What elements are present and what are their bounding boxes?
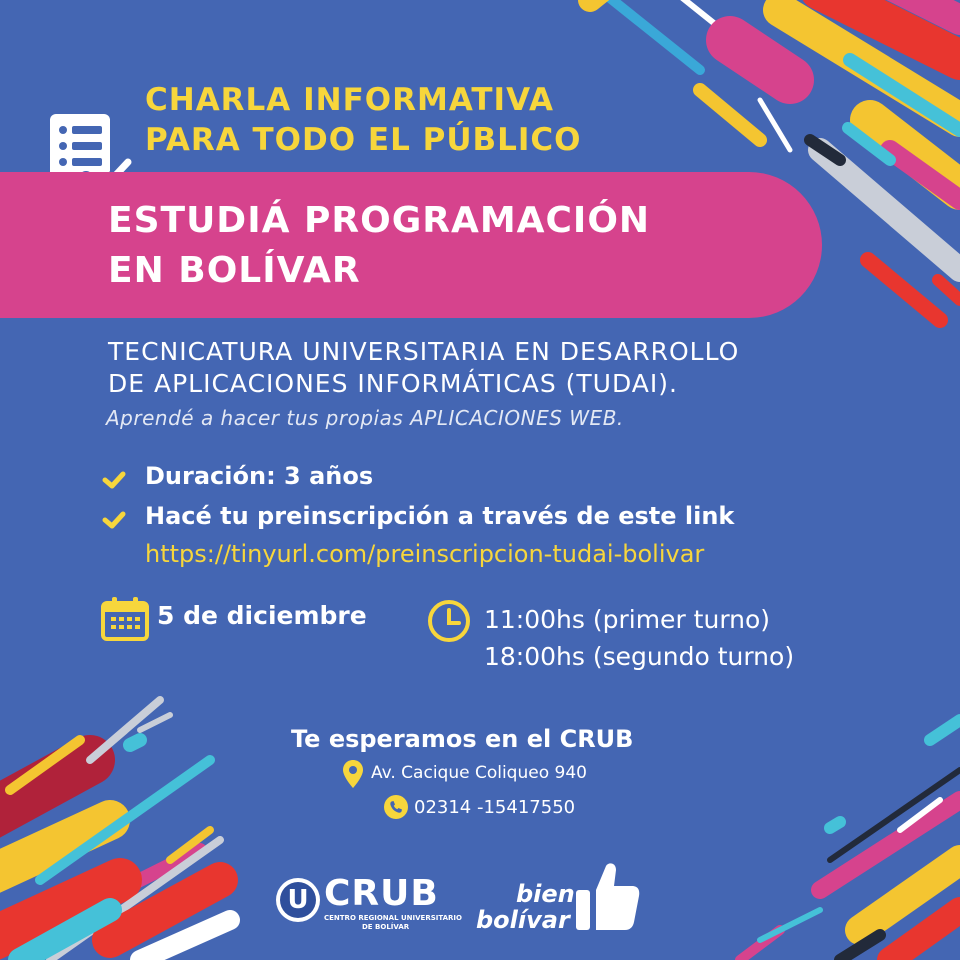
main-title xyxy=(108,196,650,296)
time-second-shift: 18:00hs (segundo turno) xyxy=(484,642,795,671)
event-times xyxy=(484,601,794,675)
preinscription-item: Hacé tu preinscripción a través de este link xyxy=(145,502,735,530)
crub-logo-letter: U xyxy=(280,882,316,918)
main-title-line-1: ESTUDIÁ PROGRAMACIÓN xyxy=(108,200,651,241)
contact-phone: 02314 -15417550 xyxy=(414,797,576,818)
thumbs-up-icon xyxy=(572,860,642,932)
bien-logo-line-1: bien xyxy=(516,880,575,908)
heading-line-1: CHARLA INFORMATIVA xyxy=(145,82,554,118)
program-line-1: TECNICATURA UNIVERSITARIA EN DESARROLLO xyxy=(108,337,740,366)
phone-icon xyxy=(383,794,409,820)
crub-logo-name: CRUB xyxy=(324,873,439,914)
crub-logo xyxy=(272,872,462,936)
bien-logo-line-2: bolívar xyxy=(476,906,570,934)
duration-item: Duración: 3 años xyxy=(145,462,374,490)
heading-line-2: PARA TODO EL PÚBLICO xyxy=(145,122,582,158)
venue-address: Av. Cacique Coliqueo 940 xyxy=(371,763,587,783)
check-icon xyxy=(102,510,126,530)
bien-bolivar-logo xyxy=(472,858,652,938)
calendar-icon xyxy=(100,596,150,642)
venue-heading: Te esperamos en el CRUB xyxy=(291,725,634,753)
program-name xyxy=(108,336,739,400)
main-title-line-2: EN BOLÍVAR xyxy=(108,250,361,291)
event-date: 5 de diciembre xyxy=(157,601,367,630)
event-heading xyxy=(145,80,582,160)
crub-logo-subtitle: CENTRO REGIONAL UNIVERSITARIO xyxy=(324,914,462,922)
clock-icon xyxy=(426,598,472,644)
tagline: Aprendé a hacer tus propias APLICACIONES WEB. xyxy=(106,406,624,430)
program-line-2: DE APLICACIONES INFORMÁTICAS (TUDAI). xyxy=(108,369,678,398)
preinscription-link[interactable]: https://tinyurl.com/preinscripcion-tudai-bolivar xyxy=(145,540,705,568)
check-icon xyxy=(102,470,126,490)
crub-logo-subtitle-2: DE BOLÍVAR xyxy=(362,923,410,931)
crub-logo-mark xyxy=(276,878,320,922)
location-pin-icon xyxy=(342,759,364,789)
time-first-shift: 11:00hs (primer turno) xyxy=(484,605,771,634)
